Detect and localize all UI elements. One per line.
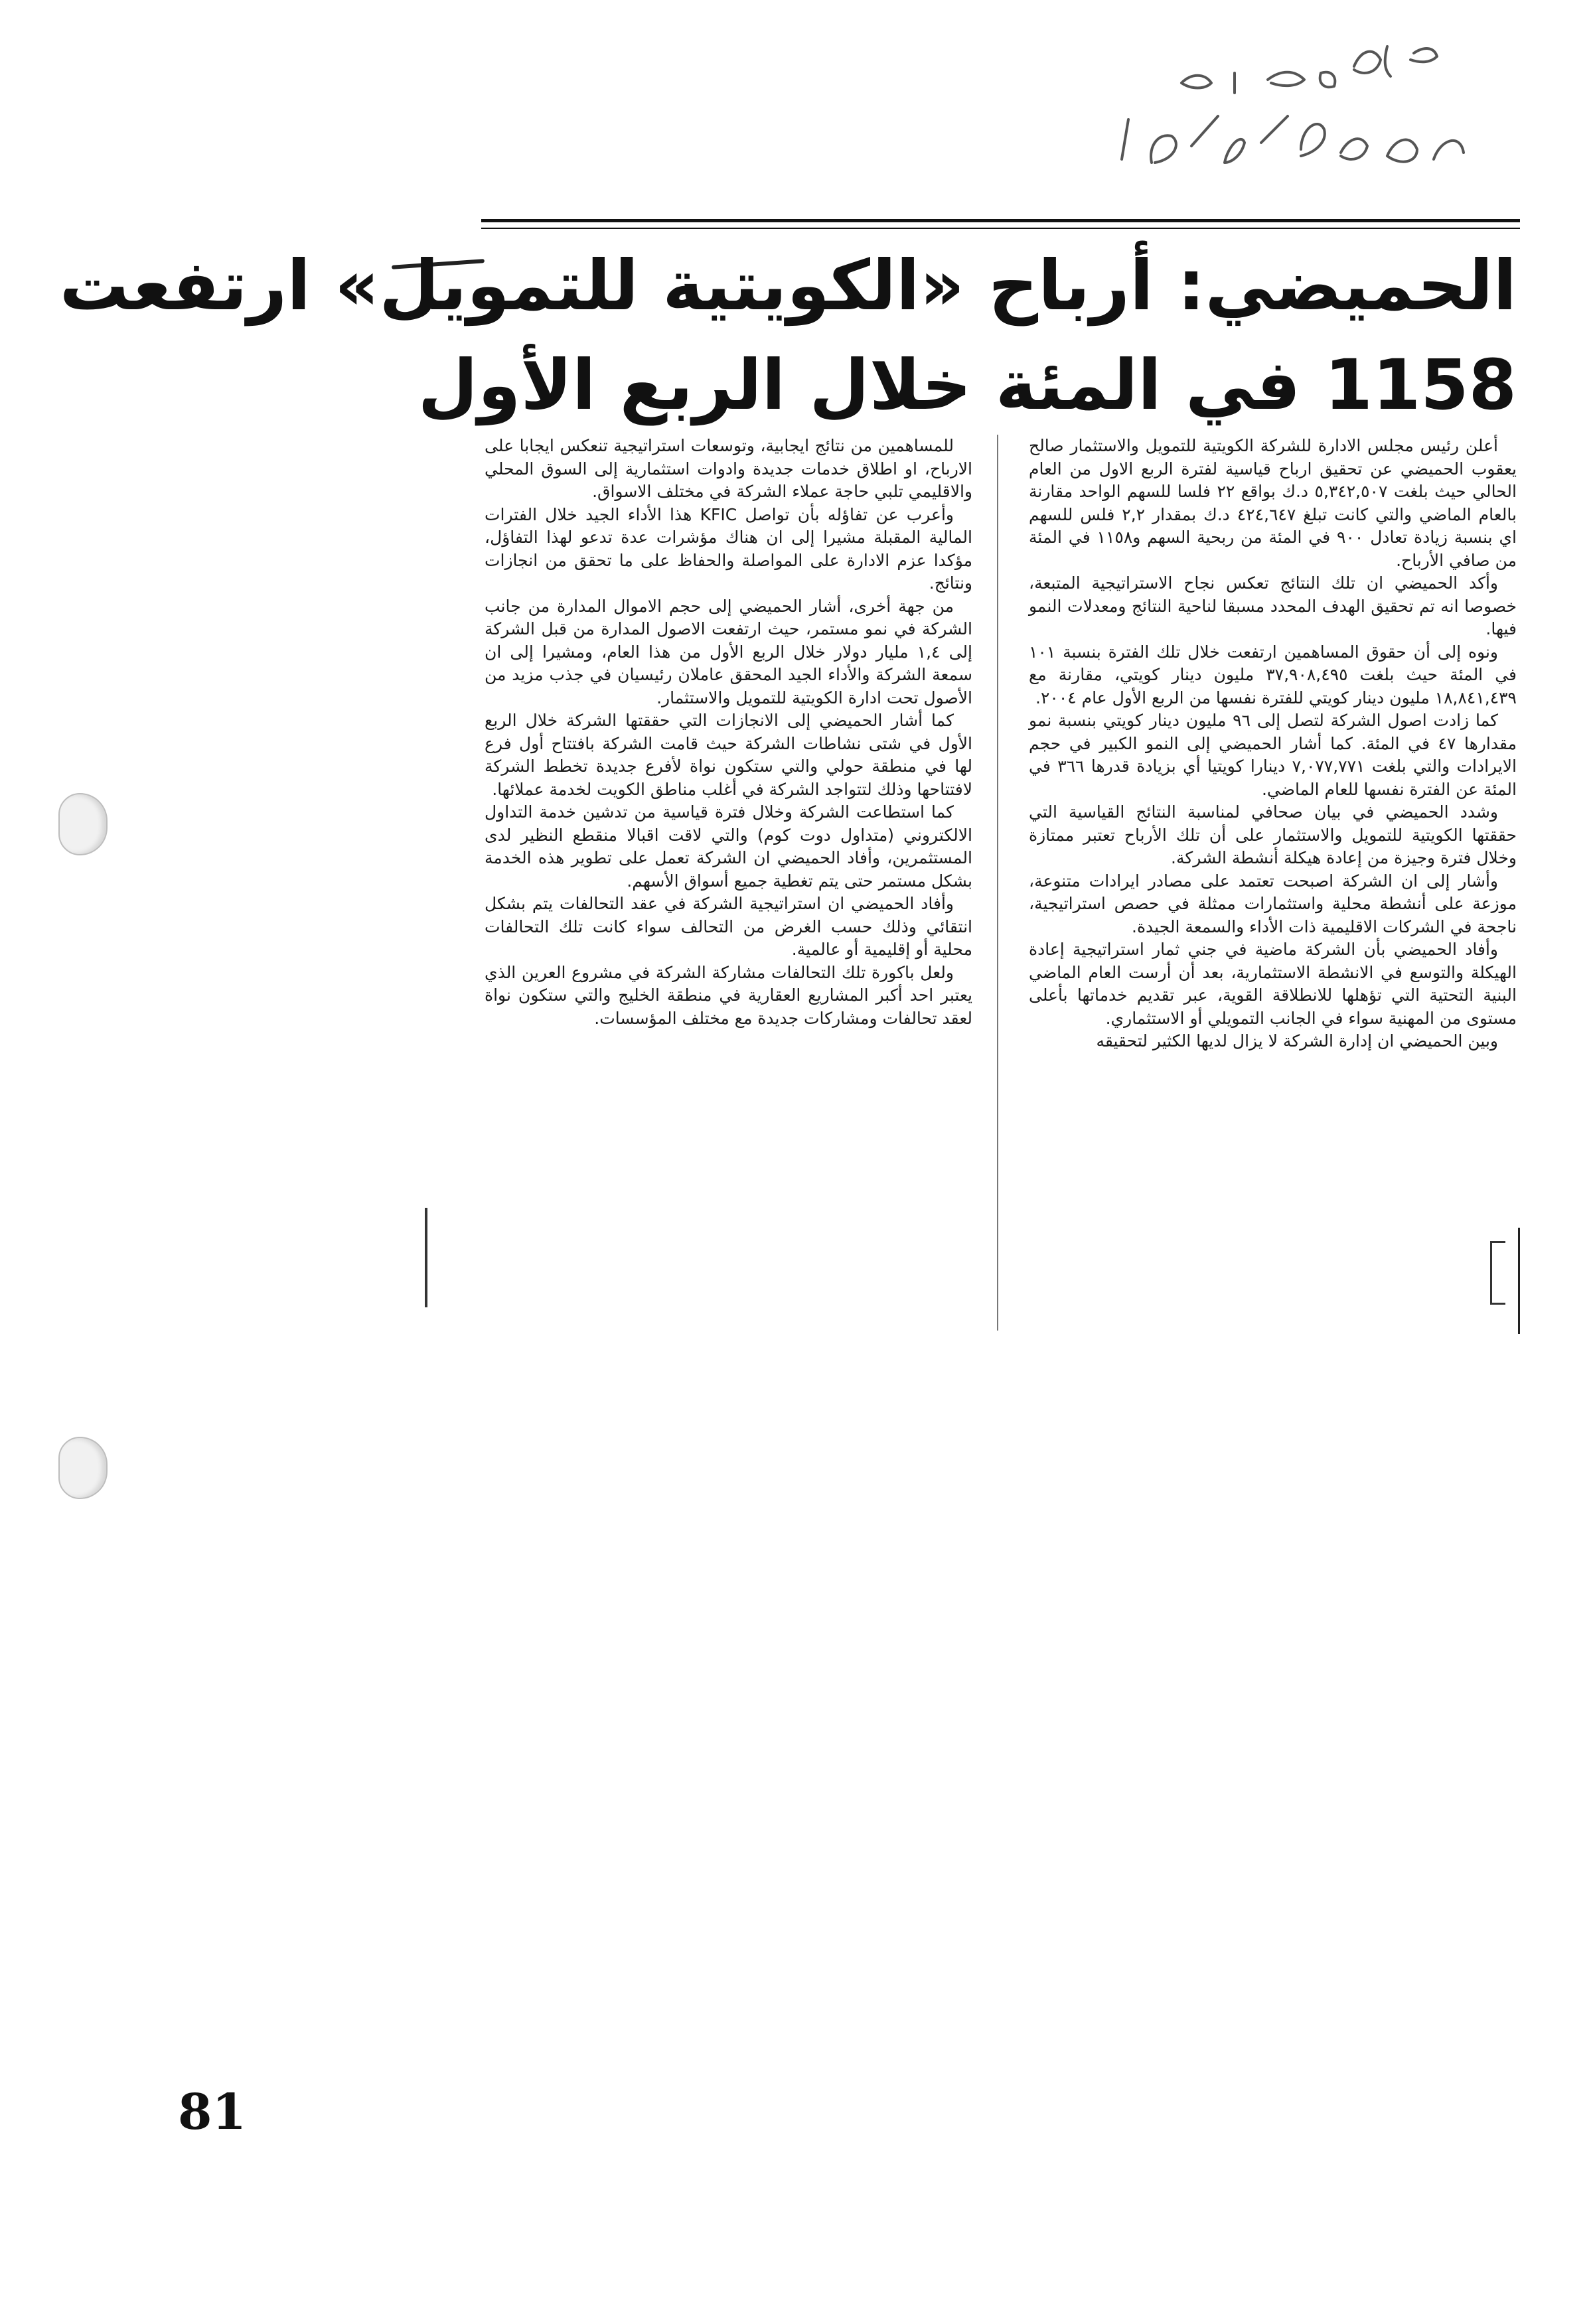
headline-line-2: 1158 في المئة خلال الربع الأول xyxy=(417,344,1517,425)
headline-line-1: الحميضي: أرباح «الكويتية للتمويل» ارتفعت xyxy=(59,245,1517,326)
paragraph: وأفاد الحميضي ان استراتيجية الشركة في عقد التحالفات يتم بشكل انتقائي وذلك حسب الغرض من التحالف سواء كانت تلك التحالفات محلية أو إقليمية أو عالمية. xyxy=(485,894,972,959)
article-headline xyxy=(59,236,1517,435)
page-number: 81 xyxy=(178,2084,246,2141)
paragraph: وأكد الحميضي ان تلك النتائج تعكس نجاح الاستراتيجية المتبعة، خصوصا انه تم تحقيق الهدف المحدد مسبقا لناحية النتائج ومعدلات النمو فيها. xyxy=(1029,573,1517,638)
handwriting-drawing xyxy=(1102,27,1474,186)
punch-hole xyxy=(58,793,108,855)
paragraph: أعلن رئيس مجلس الادارة للشركة الكويتية للتمويل والاستثمار صالح يعقوب الحميضي عن تحقيق ارباح قياسية لفترة الربع الاول من العام الحالي حيث بلغت ٥,٣٤٢,٥٠٧ د.ك بواقع ٢٢ فلسا للسهم الواحد مقارنة بالعام الماضي والتي كانت تبلغ ٤٢٤,٦٤٧ د.ك بمقدار ٢,٢ فلس للسهم اي بنسبة زيادة تعادل ٩٠٠ في المئة من ربحية السهم و١١٥٨ في المئة من صافي الأرباح. xyxy=(1029,436,1517,570)
paragraph: كما استطاعت الشركة وخلال فترة قياسية من تدشين خدمة التداول الالكتروني (متداول دوت كوم) والتي لاقت اقبالا منقطع النظير لدى المستثمرين، وأفاد الحميضي ان الشركة تعمل على تطوير هذه الخدمة بشكل مستمر حتى يتم تغطية جميع أسواق الأسهم. xyxy=(485,802,972,891)
paragraph: كما زادت اصول الشركة لتصل إلى ٩٦ مليون دينار كويتي بنسبة نمو مقدارها ٤٧ في المئة. كما أشار الحميضي إلى النمو الكبير في حجم الايرادات والتي بلغت ٧,٠٧٧,٧٧١ دينارا كويتيا أي بزيادة قدرها ٣٦٦ في المئة عن الفترة نفسها للعام الماضي. xyxy=(1029,711,1517,799)
paragraph: ولعل باكورة تلك التحالفات مشاركة الشركة في مشروع العرين الذي يعتبر احد أكبر المشاريع العقارية في منطقة الخليج والتي ستكون نواة لعقد تحالفات ومشاركات جديدة مع مختلف المؤسسات. xyxy=(485,962,972,1028)
column-divider xyxy=(997,435,998,1331)
paragraph: وأفاد الحميضي بأن الشركة ماضية في جني ثمار استراتيجية إعادة الهيكلة والتوسع في الانشطة الاستثمارية، بعد أن أرست العام الماضي البنية التحتية التي تؤهلها للانطلاقة القوية، عبر تقديم خدماتها بأعلى مستوى من المهنية سواء في الجانب التمويلي أو الاستثماري. xyxy=(1029,940,1517,1028)
paragraph: وأعرب عن تفاؤله بأن تواصل KFIC هذا الأداء الجيد خلال الفترات المالية المقبلة مشيرا إلى ان هناك مؤشرات عدة تدعو لهذا التفاؤل، مؤكدا عزم الادارة على المواصلة والحفاظ على ما تحقق من انجازات ونتائج. xyxy=(485,504,972,593)
clipping-edge-mark xyxy=(1518,1228,1520,1334)
margin-mark xyxy=(425,1208,427,1307)
paragraph: وبين الحميضي ان إدارة الشركة لا يزال لديها الكثير لتحقيقه xyxy=(1096,1031,1498,1051)
paragraph: من جهة أخرى، أشار الحميضي إلى حجم الاموال المدارة من جانب الشركة في نمو مستمر، حيث ارتفعت الاصول المدارة من قبل الشركة إلى ١,٤ مليار دولار خلال الربع الأول من هذا العام، ومشيرا إلى ان سمعة الشركة والأداء الجيد المحقق عاملان رئيسيان في جذب مزيد من الأصول تحت ادارة الكويتية للتمويل والاستثمار. xyxy=(485,596,972,707)
paragraph: وأشار إلى ان الشركة اصبحت تعتمد على مصادر ايرادات متنوعة، موزعة على أنشطة محلية واستثمارات ممثلة في حصص استراتيجية، ناجحة في الشركات الاقليمية ذات الأداء والسمعة الجيدة. xyxy=(1029,871,1517,936)
paragraph: للمساهمين من نتائج ايجابية، وتوسعات استراتيجية تنعكس ايجابا على الارباح، او اطلاق خدمات جديدة وادوات استثمارية إلى السوق المحلي والاقليمي تلبي حاجة عملاء الشركة في مختلف الاسواق. xyxy=(485,436,972,501)
punch-hole xyxy=(58,1437,108,1499)
header-rule xyxy=(481,219,1520,229)
clipping-bracket-mark xyxy=(1490,1241,1505,1305)
article-column-left xyxy=(485,435,972,1030)
paragraph: وشدد الحميضي في بيان صحافي لمناسبة النتائج القياسية التي حققتها الكويتية للتمويل والاستثمار على أن تلك الأرباح تعتبر ممتازة وخلال فترة وجيزة من إعادة هيكلة أنشطة الشركة. xyxy=(1029,802,1517,867)
paragraph: ونوه إلى أن حقوق المساهمين ارتفعت خلال تلك الفترة بنسبة ١٠١ في المئة حيث بلغت ٣٧,٩٠٨,٤٩٥ مليون دينار كويتي، مقارنة مع ١٨,٨٤١,٤٣٩ مليون دينار كويتي للفترة نفسها من الربع الأول عام ٢٠٠٤. xyxy=(1029,642,1517,707)
article-body xyxy=(478,435,1523,1344)
article-column-right xyxy=(1029,435,1517,1053)
handwritten-annotation xyxy=(1102,27,1474,186)
paragraph: كما أشار الحميضي إلى الانجازات التي حققتها الشركة خلال الربع الأول في شتى نشاطات الشركة حيث قامت الشركة بافتتاح أول فرع لها في منطقة حولي والتي ستكون نواة لأفرع جديدة تخطط الشركة لافتتاحها وذلك لتتواجد الشركة في أغلب مناطق الكويت لخدمة عملائها. xyxy=(485,711,972,799)
